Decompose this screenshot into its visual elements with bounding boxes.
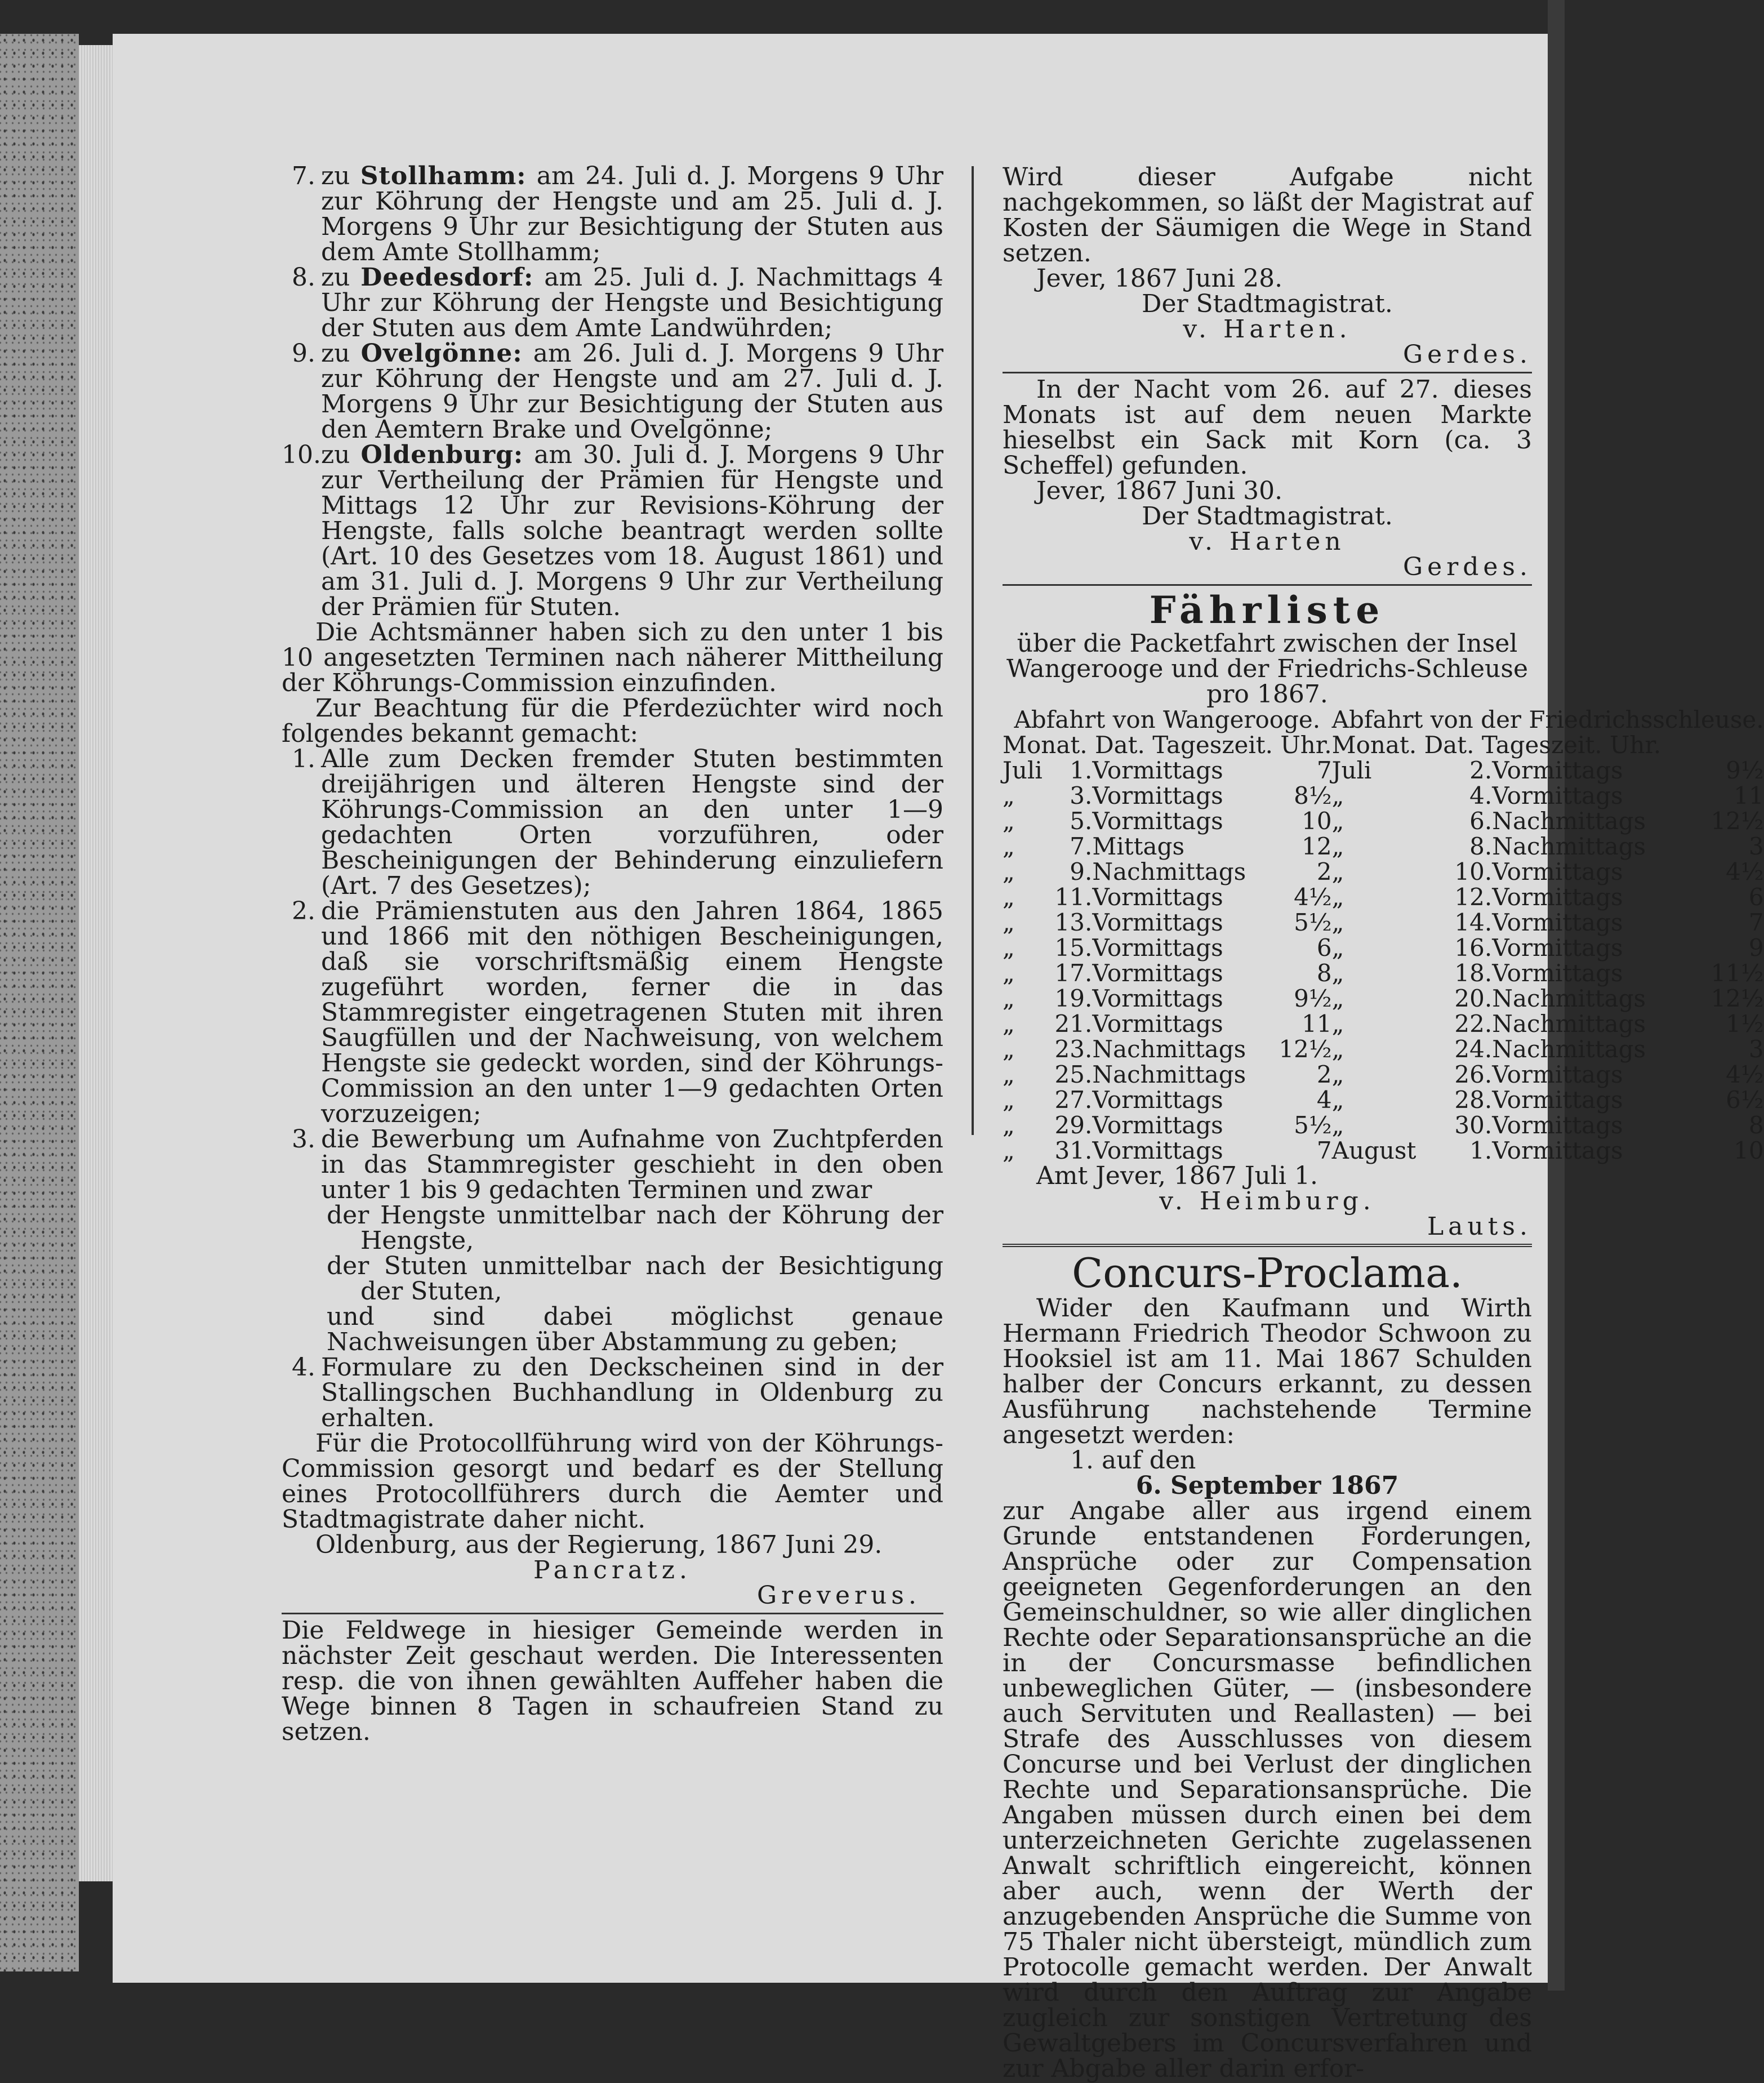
- table-cell: 1½: [1726, 1010, 1764, 1038]
- table-cell: 11: [1302, 1010, 1332, 1038]
- table-cell: 13.: [1054, 909, 1093, 936]
- right-column: [1003, 163, 1764, 2083]
- item-text: am 30. Juli d. J. Morgens 9 Uhr zur Vertheilung der Prämien für Hengste und Mittags 12 Uhr zur Revisions-Köhrung der Hengste, falls solche beantragt werden sollte (Art. 10 des Gesetzes vom 18. August 1861) und am 31. Juli d. J. Morgens 9 Uhr zur Vertheilung der Prämien für Stuten.: [321, 440, 943, 621]
- table-cell: Nachmittags: [1092, 858, 1246, 885]
- item-number: 4.: [292, 1353, 315, 1382]
- dateline: Jever, 1867 Juni 30.: [1036, 477, 1283, 505]
- table-cell: „: [1003, 959, 1015, 987]
- table-cell: „: [1331, 1086, 1344, 1114]
- item-text: Formulare zu den Deckscheinen sind in der Stallingschen Buchhandlung in Oldenburg zu erhalten.: [321, 1353, 943, 1432]
- table-cell: 28.: [1454, 1086, 1493, 1114]
- table-cell: 23.: [1054, 1035, 1093, 1063]
- table-cell: 2: [1316, 1061, 1332, 1088]
- table-cell: „: [1003, 909, 1015, 936]
- ferry-rows: [1003, 758, 1764, 1163]
- table-cell: Mittags: [1092, 833, 1185, 860]
- table-cell: „: [1003, 934, 1015, 962]
- table-cell: Vormittags: [1492, 1086, 1623, 1114]
- table-cell: 30.: [1454, 1111, 1493, 1139]
- table-cell: Vormittags: [1092, 985, 1223, 1012]
- table-cell: 7.: [1070, 833, 1093, 860]
- table-row: [1003, 1112, 1764, 1138]
- table-row: [1003, 986, 1764, 1011]
- table-cell: Vormittags: [1492, 1111, 1623, 1139]
- table-cell: Nachmittags: [1092, 1035, 1246, 1063]
- table-cell: 9½: [1726, 756, 1764, 784]
- signature: Gerdes.: [1403, 340, 1532, 369]
- table-cell: „: [1003, 858, 1015, 885]
- table-cell: „: [1331, 1010, 1344, 1038]
- table-cell: „: [1003, 1086, 1015, 1114]
- table-cell: 31.: [1054, 1137, 1093, 1164]
- venue-list: [282, 163, 943, 620]
- concurs-title: Concurs-Proclama.: [1072, 1249, 1463, 1297]
- table-cell: „: [1003, 1035, 1015, 1063]
- table-cell: Vormittags: [1492, 756, 1623, 784]
- signature: v. Harten.: [1183, 315, 1352, 344]
- table-cell: 16.: [1454, 934, 1493, 962]
- table-cell: Nachmittags: [1492, 1010, 1646, 1038]
- table-cell: Nachmittags: [1492, 985, 1646, 1012]
- table-cell: „: [1331, 1111, 1344, 1139]
- table-row: [1003, 884, 1764, 910]
- table-cell: 8.: [1469, 833, 1493, 860]
- book-spine: [0, 34, 79, 1971]
- item-text: die Bewerbung um Aufnahme von Zuchtpferden in das Stammregister geschieht in den oben unter 1 bis 9 gedachten Terminen und zwar: [321, 1125, 943, 1204]
- table-cell: 1.: [1070, 756, 1093, 784]
- table-cell: 8½: [1294, 782, 1332, 809]
- table-cell: 22.: [1454, 1010, 1493, 1038]
- table-cell: August: [1331, 1137, 1416, 1164]
- table-cell: 10: [1302, 807, 1332, 835]
- item-text: am 26. Juli d. J. Morgens 9 Uhr zur Köhrung der Hengste und am 27. Juli d. J. Morgens 9 Uhr zur Besichtigung der Stuten aus den Aemtern Brake und Ovelgönne;: [321, 339, 943, 444]
- table-cell: Vormittags: [1492, 782, 1623, 809]
- table-cell: Nachmittags: [1492, 1035, 1646, 1063]
- table-cell: 2: [1316, 858, 1332, 885]
- list-item: 1. auf den: [1070, 1446, 1196, 1475]
- table-cell: Nachmittags: [1492, 833, 1646, 860]
- table-cell: „: [1003, 883, 1015, 911]
- paragraph: Für die Protocollführung wird von der Köhrungs-Commission gesorgt und bedarf es der Stellung eines Protocollführers durch die Aemter und Stadtmagistrate daher nicht.: [282, 1429, 943, 1534]
- table-cell: 4: [1316, 1086, 1332, 1114]
- dateline: Amt Jever, 1867 Juli 1.: [1036, 1161, 1318, 1190]
- column-headers: Monat. Dat. Tageszeit. Uhr.: [1331, 731, 1661, 759]
- section-rule: [1003, 584, 1532, 586]
- table-cell: 9½: [1294, 985, 1332, 1012]
- section-rule: [1003, 1244, 1532, 1247]
- table-cell: „: [1331, 833, 1344, 860]
- table-cell: 6½: [1726, 1086, 1764, 1114]
- table-cell: 4½: [1726, 858, 1764, 885]
- table-cell: „: [1003, 985, 1015, 1012]
- table-cell: 29.: [1054, 1111, 1093, 1139]
- table-cell: 20.: [1454, 985, 1493, 1012]
- table-cell: 5½: [1294, 1111, 1332, 1139]
- table-cell: Vormittags: [1492, 858, 1623, 885]
- table-row: [1003, 834, 1764, 859]
- venue-item: 7. zu Stollhamm: am 24. Juli d. J. Morgens 9 Uhr zur Köhrung der Hengste und am 25. Juli d. J. Morgens 9 Uhr zur Besichtigung der Stuten aus dem Amte Stollhamm;: [282, 163, 943, 265]
- table-cell: 26.: [1454, 1061, 1493, 1088]
- table-cell: 2.: [1469, 756, 1493, 784]
- item-number: 2.: [292, 897, 315, 925]
- venue-item: 9. zu Ovelgönne: am 26. Juli d. J. Morgens 9 Uhr zur Köhrung der Hengste und am 27. Juli d. J. Morgens 9 Uhr zur Besichtigung der Stuten aus den Aemtern Brake und Ovelgönne;: [282, 341, 943, 442]
- paragraph: zur Angabe aller aus irgend einem Grunde entstandenen Forderungen, Ansprüche oder zur Compensation geeigneten Gegenforderungen an den Gemeinschuldner, so wie aller dinglichen Rechte oder Separationsansprüche an die in der Concursmasse befindlichen unbeweglichen Güter, — (insbesondere auch Servituten und Reallasten) — bei Strafe des Ausschlusses von diesem Concurse und bei Verlust der dinglichen Rechte und Separationsansprüche. Die Angaben müssen durch einen bei dem unterzeichneten Gerichte zugelassenen Anwalt schriftlich eingereicht, können aber auch, wenn der Werth der anzugebenden Ansprüche die Summe von 75 Thaler nicht übersteigt, mündlich zum Protocolle gemacht werden. Der Anwalt wird durch den Auftrag zur Angabe zugleich zur sonstigen Vertretung des Gewaltgebers im Concursverfahren und zur Abgabe aller darin erfor-: [1003, 1497, 1532, 2083]
- ferry-title: Fährliste: [1149, 588, 1386, 632]
- column-divider: [972, 166, 974, 1135]
- table-cell: Vormittags: [1092, 1010, 1223, 1038]
- table-cell: Vormittags: [1492, 909, 1623, 936]
- section-rule: [1003, 372, 1532, 373]
- table-cell: Vormittags: [1092, 807, 1223, 835]
- table-cell: 27.: [1054, 1086, 1093, 1114]
- table-cell: Juli: [1331, 756, 1372, 784]
- list-item: [282, 898, 943, 1127]
- table-row: [1003, 783, 1764, 808]
- table-cell: 5.: [1070, 807, 1093, 835]
- table-cell: 25.: [1054, 1061, 1093, 1088]
- table-cell: 6: [1316, 934, 1332, 962]
- table-cell: 3: [1748, 1035, 1764, 1063]
- signature: v. Heimburg.: [1159, 1187, 1375, 1216]
- table-cell: 7: [1748, 909, 1764, 936]
- table-row: [1003, 859, 1764, 884]
- table-row: [1003, 808, 1764, 834]
- table-row: [1003, 935, 1764, 960]
- table-cell: „: [1331, 959, 1344, 987]
- table-cell: 8: [1748, 1111, 1764, 1139]
- column-headers: Monat. Dat. Tageszeit. Uhr.: [1003, 731, 1332, 759]
- table-cell: „: [1331, 883, 1344, 911]
- place-name: Stollhamm:: [360, 162, 527, 190]
- notice-paragraph: Die Feldwege in hiesiger Gemeinde werden in nächster Zeit geschaut werden. Die Interessenten resp. die von ihnen gewählten Auffeher haben die Wege binnen 8 Tagen in schaufreien Stand zu setzen.: [282, 1616, 943, 1746]
- table-cell: 4½: [1726, 1061, 1764, 1088]
- item-number: 7.: [292, 162, 315, 190]
- table-cell: Vormittags: [1092, 1137, 1223, 1164]
- table-cell: 11: [1734, 782, 1764, 809]
- item-number: 1.: [292, 745, 315, 773]
- table-cell: 19.: [1054, 985, 1093, 1012]
- paragraph: In der Nacht vom 26. auf 27. dieses Monats ist auf dem neuen Markte hieselbst ein Sack mit Korn (ca. 3 Scheffel) gefunden.: [1003, 375, 1532, 480]
- table-cell: 10: [1734, 1137, 1764, 1164]
- table-row: [1003, 960, 1764, 986]
- table-cell: „: [1331, 909, 1344, 936]
- table-cell: 4½: [1294, 883, 1332, 911]
- signature: Pancratz.: [533, 1556, 692, 1584]
- departure-heading: Abfahrt von Wangerooge.: [1014, 706, 1321, 733]
- table-cell: 8: [1316, 959, 1332, 987]
- venue-item: 10.zu Oldenburg: am 30. Juli d. J. Morgens 9 Uhr zur Vertheilung der Prämien für Hengste und Mittags 12 Uhr zur Revisions-Köhrung der Hengste, falls solche beantragt werden sollte (Art. 10 des Gesetzes vom 18. August 1861) und am 31. Juli d. J. Morgens 9 Uhr zur Vertheilung der Prämien für Stuten.: [282, 440, 943, 621]
- note-list: [282, 746, 943, 1203]
- table-cell: 12½: [1710, 807, 1764, 835]
- table-cell: 12½: [1279, 1035, 1332, 1063]
- table-row: [1003, 1011, 1764, 1036]
- signature: Gerdes.: [1403, 553, 1532, 581]
- section-rule: [282, 1613, 943, 1614]
- table-cell: „: [1003, 1010, 1015, 1038]
- table-row: [1003, 1087, 1764, 1112]
- table-row: [1003, 1036, 1764, 1062]
- table-cell: Vormittags: [1492, 934, 1623, 962]
- table-cell: „: [1331, 858, 1344, 885]
- table-cell: „: [1003, 833, 1015, 860]
- item-text: Alle zum Decken fremder Stuten bestimmten dreijährigen und älteren Hengste sind der Köhrungs-Commission an den unter 1—9 gedachten Orten vorzuführen, oder Bescheinigungen der Behinderung einzuliefern (Art. 7 des Gesetzes);: [321, 745, 943, 900]
- table-cell: Vormittags: [1092, 934, 1223, 962]
- item-number: 8.: [292, 263, 315, 292]
- item-number: 3.: [292, 1125, 315, 1154]
- authority: Der Stadtmagistrat.: [1142, 290, 1393, 318]
- table-cell: 21.: [1054, 1010, 1093, 1038]
- paragraph: Wider den Kaufmann und Wirth Hermann Friedrich Theodor Schwoon zu Hooksiel ist am 11. Mai 1867 Schulden halber der Concurs erkannt, zu dessen Ausführung nachstehende Termine angesetzt werden:: [1003, 1294, 1532, 1449]
- table-cell: 7: [1316, 756, 1332, 784]
- table-cell: 11½: [1710, 959, 1764, 987]
- table-cell: 14.: [1454, 909, 1493, 936]
- table-cell: 6.: [1469, 807, 1493, 835]
- dateline: Oldenburg, aus der Regierung, 1867 Juni 29.: [315, 1530, 883, 1559]
- table-cell: Vormittags: [1092, 909, 1223, 936]
- table-cell: „: [1003, 1061, 1015, 1088]
- place-name: Ovelgönne:: [360, 339, 523, 368]
- table-cell: „: [1003, 1111, 1015, 1139]
- table-cell: Vormittags: [1492, 1137, 1623, 1164]
- table-cell: Vormittags: [1092, 782, 1223, 809]
- table-cell: 3: [1748, 833, 1764, 860]
- table-cell: 24.: [1454, 1035, 1493, 1063]
- item-text: die Prämienstuten aus den Jahren 1864, 1865 und 1866 mit den nöthigen Bescheinigungen, daß sie vorschriftsmäßig einem Hengste zugeführt worden, ferner die in das Stammregister eingetragenen Stuten mit ihren Saugfüllen und der Nachweisung, von welchem Hengste sie gedeckt worden, sind der Köhrungs-Commission an den unter 1—9 gedachten Orten vorzuzeigen;: [321, 897, 943, 1128]
- signature: Greverus.: [756, 1581, 921, 1610]
- table-cell: Vormittags: [1092, 1086, 1223, 1114]
- term-date: 6. September 1867: [1135, 1471, 1399, 1500]
- table-cell: „: [1003, 807, 1015, 835]
- paragraph: Zur Beachtung für die Pferdezüchter wird noch folgendes bekannt gemacht:: [282, 694, 943, 748]
- place-name: Oldenburg:: [360, 440, 524, 469]
- item-number: 10.: [282, 440, 321, 469]
- table-cell: 17.: [1054, 959, 1093, 987]
- table-cell: „: [1331, 1061, 1344, 1088]
- table-cell: 11.: [1054, 883, 1093, 911]
- sub-item: der Hengste unmittelbar nach der Köhrung der Hengste,: [327, 1201, 943, 1255]
- signature: Lauts.: [1427, 1212, 1532, 1241]
- table-cell: 1.: [1469, 1137, 1493, 1164]
- paragraph: Die Achtsmänner haben sich zu den unter 1 bis 10 angesetzten Terminen nach näherer Mittheilung der Köhrungs-Commission einzufinden.: [282, 618, 943, 697]
- item-text: am 24. Juli d. J. Morgens 9 Uhr zur Köhrung der Hengste und am 25. Juli d. J. Morgens 9 Uhr zur Besichtigung der Stuten aus dem Amte Stollhamm;: [321, 162, 943, 266]
- table-row: [1003, 758, 1764, 783]
- table-cell: Vormittags: [1092, 756, 1223, 784]
- table-cell: „: [1003, 1137, 1015, 1164]
- item-number: 9.: [292, 339, 315, 368]
- table-cell: 15.: [1054, 934, 1093, 962]
- item-text: am 25. Juli d. J. Nachmittags 4 Uhr zur Köhrung der Hengste und Besichtigung der Stuten aus dem Amte Landwührden;: [321, 263, 943, 342]
- table-cell: Vormittags: [1092, 1111, 1223, 1139]
- table-cell: Vormittags: [1492, 959, 1623, 987]
- signature: v. Harten: [1189, 527, 1346, 556]
- table-cell: 6: [1748, 883, 1764, 911]
- table-row: [1003, 910, 1764, 935]
- place-name: Deedesdorf:: [360, 263, 534, 292]
- table-cell: 10.: [1454, 858, 1493, 885]
- table-cell: Vormittags: [1492, 1061, 1623, 1088]
- sub-item: und sind dabei möglichst genaue Nachweisungen über Abstammung zu geben;: [327, 1302, 943, 1356]
- table-cell: 12.: [1454, 883, 1493, 911]
- table-row: [1003, 1138, 1764, 1163]
- table-cell: Nachmittags: [1092, 1061, 1246, 1088]
- ferry-subtitle: über die Packetfahrt zwischen der Insel Wangerooge und der Friedrichs-Schleuse pro 1867.: [1006, 629, 1528, 709]
- table-cell: „: [1331, 807, 1344, 835]
- venue-item: 8. zu Deedesdorf: am 25. Juli d. J. Nachmittags 4 Uhr zur Köhrung der Hengste und Besichtigung der Stuten aus dem Amte Landwührden;: [282, 265, 943, 341]
- table-cell: 9.: [1070, 858, 1093, 885]
- table-cell: „: [1003, 782, 1015, 809]
- table-cell: Vormittags: [1492, 883, 1623, 911]
- authority: Der Stadtmagistrat.: [1142, 502, 1393, 531]
- table-cell: Juli: [1003, 756, 1043, 784]
- table-cell: „: [1331, 985, 1344, 1012]
- table-cell: 3.: [1070, 782, 1093, 809]
- table-cell: 5½: [1294, 909, 1332, 936]
- table-cell: Vormittags: [1092, 959, 1223, 987]
- paragraph: Wird dieser Aufgabe nicht nachgekommen, so läßt der Magistrat auf Kosten der Säumigen die Wege in Stand setzen.: [1003, 163, 1532, 268]
- table-cell: 18.: [1454, 959, 1493, 987]
- table-cell: „: [1331, 1035, 1344, 1063]
- page-edges: [79, 45, 114, 1881]
- table-cell: 4.: [1469, 782, 1493, 809]
- sub-item: der Stuten unmittelbar nach der Besichtigung der Stuten,: [327, 1252, 943, 1306]
- list-item: [282, 1127, 943, 1203]
- ferry-table: [1003, 707, 1764, 1163]
- table-cell: 12½: [1710, 985, 1764, 1012]
- table-cell: 7: [1316, 1137, 1332, 1164]
- left-column: [282, 163, 943, 1744]
- table-cell: Nachmittags: [1492, 807, 1646, 835]
- dateline: Jever, 1867 Juni 28.: [1036, 264, 1283, 293]
- table-cell: Vormittags: [1092, 883, 1223, 911]
- departure-heading: Abfahrt von der Friedrichsschleuse.: [1331, 706, 1764, 733]
- list-item: [282, 746, 943, 898]
- table-cell: „: [1331, 782, 1344, 809]
- table-cell: 12: [1302, 833, 1332, 860]
- table-cell: 9: [1748, 934, 1764, 962]
- table-cell: „: [1331, 934, 1344, 962]
- table-row: [1003, 1062, 1764, 1087]
- list-item: [282, 1355, 943, 1431]
